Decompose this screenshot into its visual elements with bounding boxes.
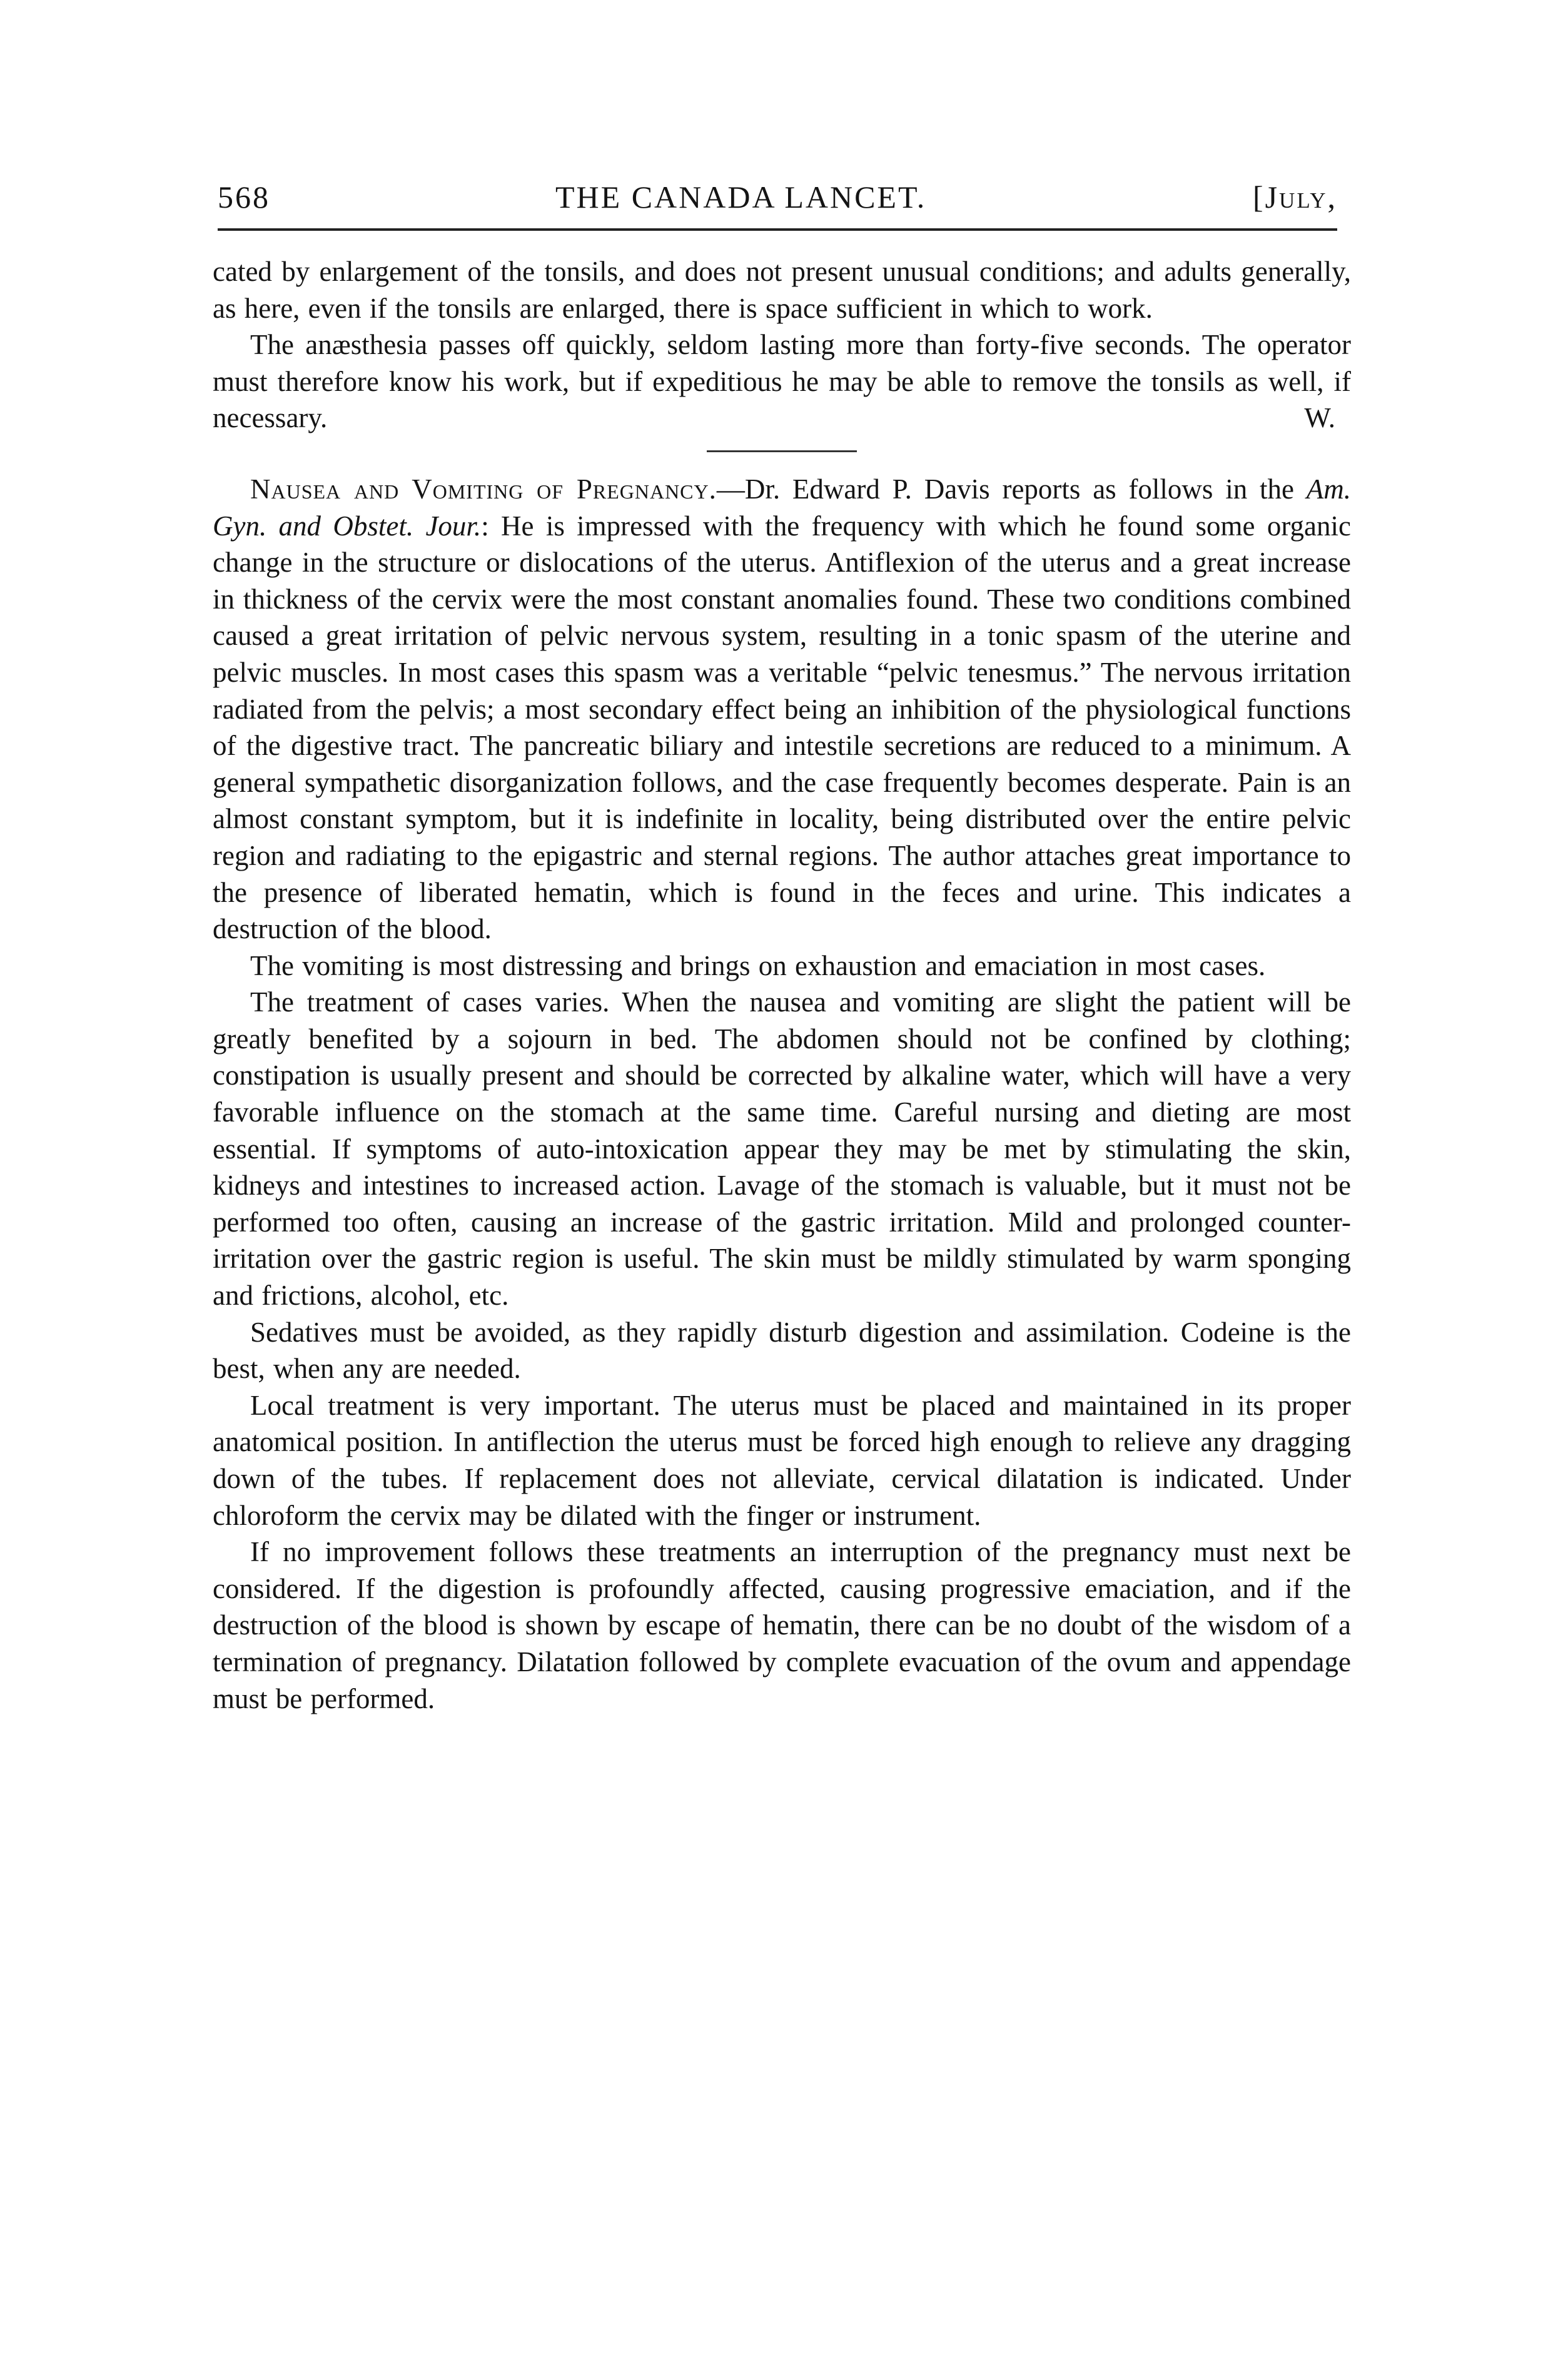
article-paragraph-treatment: The treatment of cases varies. When the nausea and vomiting are slight the patient will be greatly benefited by a sojourn in bed. The abdomen should not be confined by clothing; constipation is usually present and should be corrected by alkaline water, which will have a very favorable influence on the stomach at the same time. Careful nursing and dieting are most essential. If symptoms of auto-intoxication appear they may be met by stimulating the skin, kidneys and intestines to increased action. Lavage of the stomach is valuable, but it must not be performed too often, causing an increase of the gastric irritation. Mild and prolonged counter-irritation over the gastric region is useful. The skin must be mildly stimulated by warm sponging and frictions, alcohol, etc. xyxy=(213,986,1351,1312)
author-signature: W. xyxy=(1304,402,1335,434)
issue-month: [July, xyxy=(1252,180,1337,215)
intro-paragraph-2-text: The anæsthesia passes off quickly, seldom lasting more than forty-five seconds. The operator must therefore know his work, but if expeditious he may be able to remove the tonsils as well, if necessary. xyxy=(213,329,1351,434)
article-paragraph-vomiting: The vomiting is most distressing and brings on exhaustion and emaciation in most cases. xyxy=(250,949,1266,981)
running-header xyxy=(218,169,1337,225)
page-number: 568 xyxy=(218,180,270,215)
page-body xyxy=(213,253,1351,1717)
intro-paragraph-1: cated by enlargement of the tonsils, and does not present unusual conditions; and adults generally, as here, even if the tonsils are enlarged, there is space sufficient in which to work. xyxy=(213,256,1351,324)
intro-paragraph-2 xyxy=(213,326,1351,437)
article-heading: Nausea and Vomiting of Pregnancy. xyxy=(250,473,717,505)
section-divider xyxy=(707,450,857,452)
article-paragraph-interruption: If no improvement follows these treatments an interruption of the pregnancy must next be considered. If the digestion is profoundly affected, causing progressive emaciation, and if the destruction of the blood is shown by escape of hematin, there can be no doubt of the wisdom of a termination of pregnancy. Dilatation followed by complete evacuation of the ovum and appendage must be performed. xyxy=(213,1536,1351,1714)
header-rule xyxy=(218,228,1337,231)
article-lead-paragraph xyxy=(213,471,1351,948)
article-paragraph-local-treatment: Local treatment is very important. The uterus must be placed and maintained in its proper anatomical position. In antiflection the uterus must be forced high enough to relieve any dragging down of the tubes. If replacement does not alleviate, cervical dilatation is indicated. Under chloroform the cervix may be dilated with the finger or instrument. xyxy=(213,1389,1351,1531)
article-lead-part-1: —Dr. Edward P. Davis reports as follows in the xyxy=(716,473,1307,505)
article-lead-part-2: : He is impressed with the frequency with which he found some organic change in the structure or dislocations of the uterus. Antiflexion of the uterus and a great increase in thickness of the cervix were the most constant anomalies found. These two conditions combined caused a great irritation of pelvic nervous system, resulting in a tonic spasm of the uterine and pelvic muscles. In most cases this spasm was a veritable “pelvic tenesmus.” The nervous irritation radiated from the pelvis; a most secondary effect being an inhibition of the physiological functions of the digestive tract. The pancreatic biliary and intestile secretions are reduced to a minimum. A general sympathetic disorganization follows, and the case frequently becomes desperate. Pain is an almost constant symptom, but it is indefinite in locality, being distributed over the entire pelvic region and radiating to the epigastric and sternal regions. The author attaches great importance to the presence of liberated hematin, which is found in the feces and urine. This indicates a destruction of the blood. xyxy=(213,510,1351,945)
journal-title: THE CANADA LANCET. xyxy=(555,180,927,215)
journal-citation: Am. Gyn. and Obstet. Jour. xyxy=(213,473,1351,542)
article-paragraph-sedatives: Sedatives must be avoided, as they rapidly disturb digestion and assimilation. Codeine is the best, when any are needed. xyxy=(213,1316,1351,1385)
